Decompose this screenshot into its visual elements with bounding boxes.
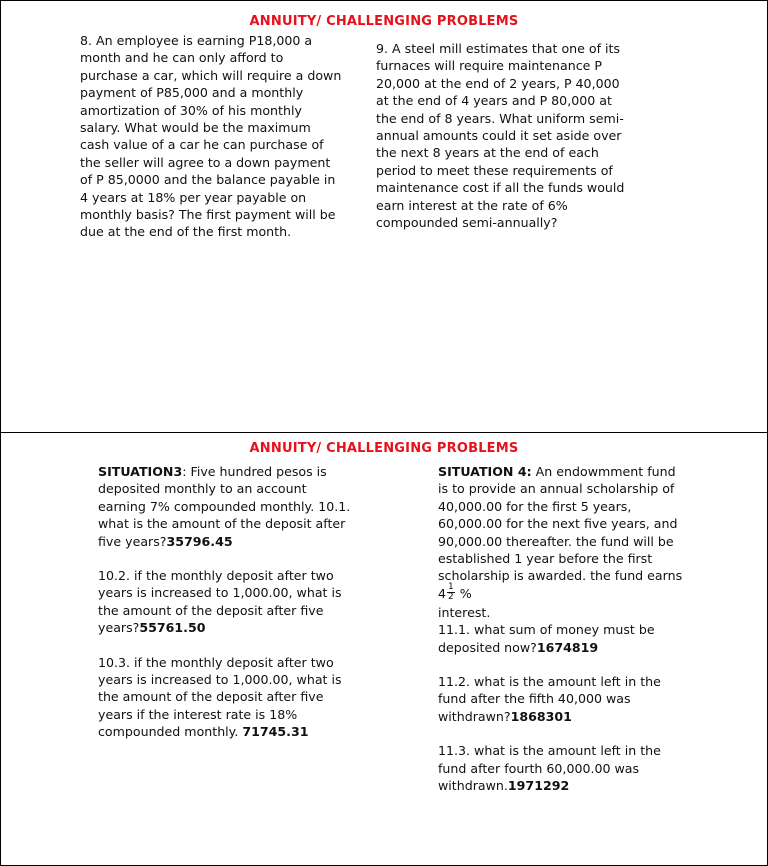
top-title: ANNUITY/ CHALLENGING PROBLEMS bbox=[249, 14, 519, 29]
situation-3-q3: 10.3. if the monthly deposit after two years is increased to 1,000.00, what is the amount of the deposit after five years if the interest rate is 18% compounded monthly. bbox=[98, 654, 342, 740]
situation-4-block bbox=[438, 463, 686, 656]
top-slide bbox=[1, 1, 767, 433]
situation-3-a2: 55761.50 bbox=[139, 620, 206, 636]
situation-4-intro: An endowmment fund is to provide an annual scholarship of 40,000.00 for the first 5 years, 60,000.00 for the next five years, and 90,000.00 thereafter. the fund will be established 1 year before the first scholarship is awarded. the fund earns 4 bbox=[438, 464, 683, 601]
situation-4-interest: interest. bbox=[438, 604, 491, 620]
situation-3-a3: 71745.31 bbox=[242, 724, 309, 740]
situation-4-q1: 11.1. what sum of money must be deposited now? bbox=[438, 622, 655, 655]
situation-4-a2: 1868301 bbox=[510, 708, 572, 724]
situation-4-a3: 1971292 bbox=[507, 778, 570, 794]
situation-4-block-3 bbox=[438, 742, 686, 794]
situation-3 bbox=[98, 463, 356, 741]
fraction-numerator: 1 bbox=[448, 581, 454, 592]
situation-3-q1: 10.1. what is the amount of the deposit after five years? bbox=[98, 498, 351, 549]
situation-4-a1: 1674819 bbox=[536, 639, 599, 655]
situation-3-block bbox=[98, 463, 356, 550]
situation-3-a1: 35796.45 bbox=[166, 533, 233, 549]
situation-3-label: SITUATION3 bbox=[98, 464, 183, 479]
situation-3-block-3 bbox=[98, 654, 356, 741]
situation-4-label: SITUATION 4: bbox=[438, 464, 532, 479]
situation-4-block-2 bbox=[438, 673, 686, 725]
fraction-denominator: 2 bbox=[448, 591, 454, 602]
problem-8-text: 8. An employee is earning P18,000 a month and he can only afford to purchase a car, which will require a down payment of P85,000 and a monthly amortization of 30% of his monthly salary. What would be the maximum cash value of a car he can purchase of the seller will agree to a down payment of P 85,0000 and the balance payable in 4 years at 18% per year payable on monthly basis? The first payment will be due at the end of the first month. bbox=[80, 33, 342, 240]
bottom-slide bbox=[1, 433, 767, 865]
situation-3-q2: 10.2. if the monthly deposit after two years is increased to 1,000.00, what is the amount of the deposit after five years? bbox=[98, 568, 342, 636]
situation-4-percent: % bbox=[455, 585, 472, 601]
fraction-one-half bbox=[447, 583, 455, 602]
bottom-title: ANNUITY/ CHALLENGING PROBLEMS bbox=[249, 441, 519, 456]
situation-4-q2: 11.2. what is the amount left in the fund after the fifth 40,000 was withdrawn? bbox=[438, 674, 661, 724]
situation-3-intro: : Five hundred pesos is deposited monthly to an account earning 7% compounded monthly. bbox=[98, 464, 327, 514]
situation-4 bbox=[438, 463, 686, 795]
problem-9 bbox=[376, 40, 628, 231]
problem-8 bbox=[80, 32, 342, 241]
problem-9-text: 9. A steel mill estimates that one of its furnaces will require maintenance P 20,000 at the end of 2 years, P 40,000 at the end of 4 years and P 80,000 at the end of 8 years. What uniform semi-annual amounts could it set aside over the next 8 years at the end of each period to meet these requirements of maintenance cost if all the funds would earn interest at the rate of 6% compounded semi-annually? bbox=[376, 41, 625, 231]
situation-3-block-2 bbox=[98, 567, 356, 637]
situation-4-q3: 11.3. what is the amount left in the fund after fourth 60,000.00 was withdrawn. bbox=[438, 743, 661, 794]
